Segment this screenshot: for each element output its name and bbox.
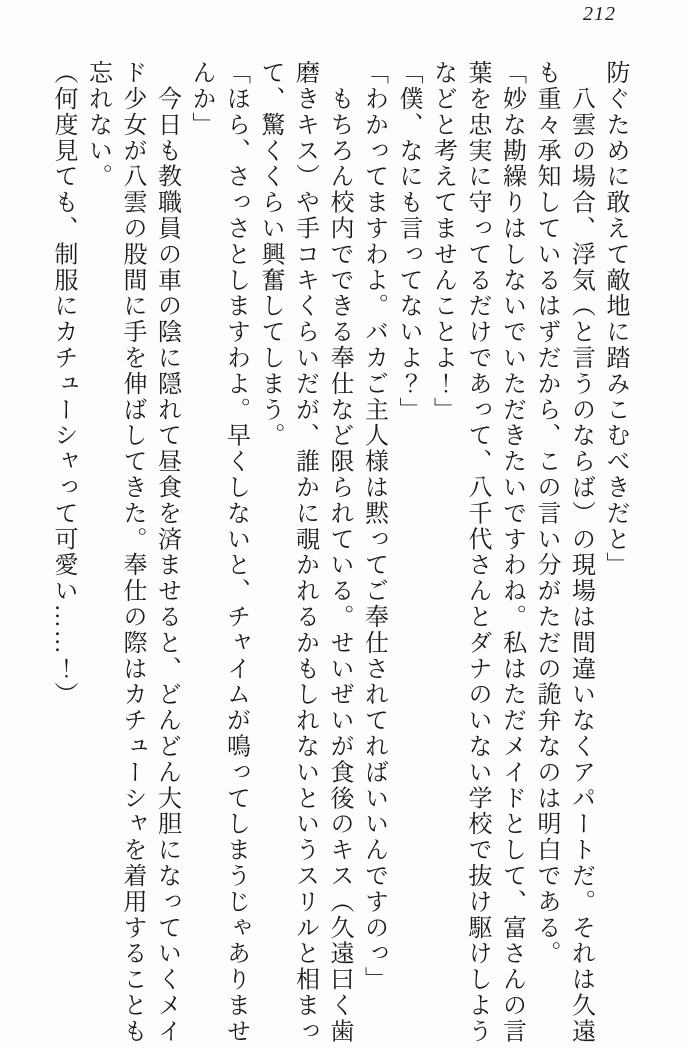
text-line: 防ぐために敢えて敵地に踏みこむべきだと」 <box>602 60 628 578</box>
text-block <box>36 60 632 1044</box>
text-line: 「妙な勘繰りはしないでいただきたいですわね。私はただメイドとして、富さんの言 <box>498 60 525 1045</box>
text-line: 葉を忠実に守ってるだけであって、八千代さんとダナのいない学校で抜け駆けしよう <box>464 60 490 1045</box>
text-line: て、驚くくらい興奮してしまう。 <box>257 60 283 449</box>
text-line: 「ほら、さっさとしますわよ。早くしないと、チャイムが鳴ってしまうじゃありませ <box>222 60 249 1045</box>
text-line: 忘れない。 <box>84 60 111 190</box>
page-number: 212 <box>583 3 616 25</box>
text-line: 磨きキス）や手コキくらいだが、誰かに覗かれるかもしれないというスリルと相まっ <box>291 60 318 1045</box>
text-line: 「わかってますわよ。バカご主人様は黙ってご奉仕されてればいいんですのっ」 <box>360 60 387 993</box>
text-line: などと考えてませんことよ！」 <box>429 60 456 423</box>
text-line: 八雲の場合、浮気（と言うのならば）の現場は間違いなくアパートだ。それは久遠 <box>567 60 594 1045</box>
text-line: ド少女が八雲の股間に手を伸ばしてきた。奉仕の際はカチューシャを着用することも <box>119 60 145 1045</box>
text-line: もちろん校内でできる奉仕など限られている。せいぜいが食後のキス（久遠曰く歯 <box>326 60 352 1045</box>
text-line: 「僕、なにも言ってないよ？」 <box>395 60 421 423</box>
text-line: も重々承知しているはずだから、この言い分がただの詭弁なのは明白である。 <box>533 60 559 967</box>
text-line: 今日も教職員の車の陰に隠れて昼食を済ませると、どんどん大胆になっていくメイ <box>153 60 180 1045</box>
text-line: （何度見ても、制服にカチューシャって可愛い……！） <box>50 60 76 708</box>
text-line: んか」 <box>188 60 214 138</box>
